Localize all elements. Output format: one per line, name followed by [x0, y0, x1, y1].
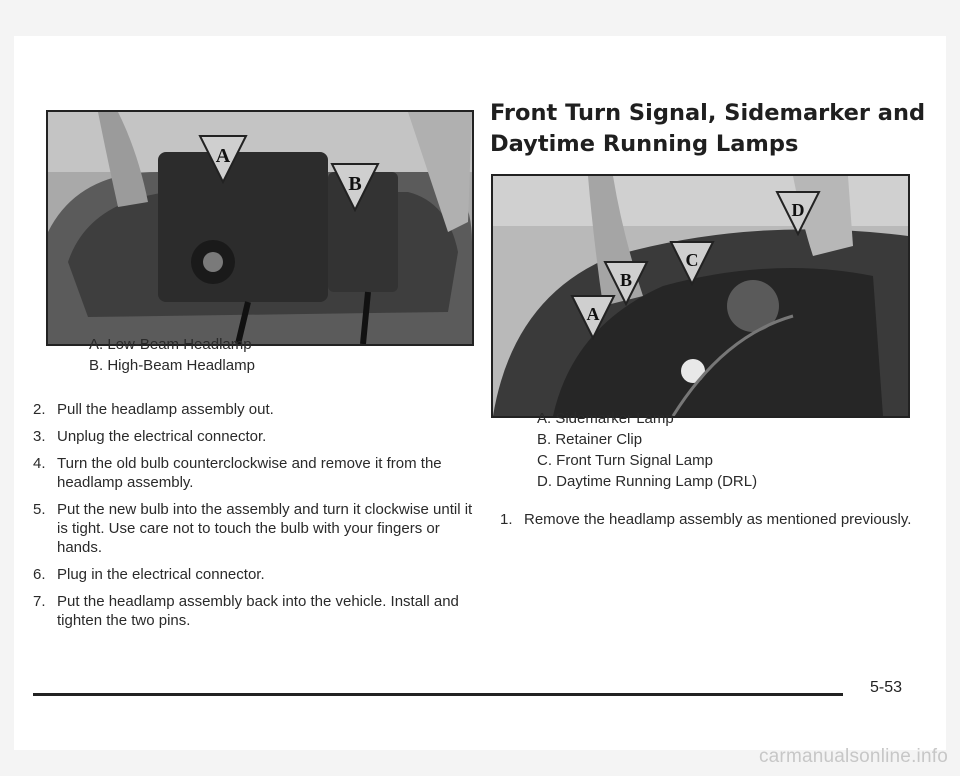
headlamp-assembly-photo — [46, 110, 474, 346]
turn-signal-lamp-photo — [491, 174, 910, 418]
step-item: 6. Plug in the electrical connector. — [33, 566, 265, 583]
legend-item: C. Front Turn Signal Lamp — [537, 452, 713, 469]
legend-item: A. Low-Beam Headlamp — [89, 336, 252, 353]
callout-c-badge-right — [669, 240, 715, 286]
callout-b-letter-right: B — [619, 270, 633, 290]
legend-item: A. Sidemarker Lamp — [537, 410, 674, 427]
step-item: 4. Turn the old bulb counterclockwise and remove it from the headlamp assembly. — [33, 455, 442, 491]
step-item: 5. Put the new bulb into the assembly and turn it clockwise until it is tight. Use care not to touch the bulb with your fingers or hands. — [33, 501, 473, 556]
legend-item: D. Daytime Running Lamp (DRL) — [537, 473, 758, 490]
left-figure-legend — [89, 334, 255, 376]
step-item: 7. Put the headlamp assembly back into the vehicle. Install and tighten the two pins. — [33, 593, 459, 629]
right-figure-legend — [537, 408, 757, 492]
legend-item: B. Retainer Clip — [537, 431, 643, 448]
step-item: 1. Remove the headlamp assembly as mentioned previously. — [500, 511, 912, 528]
section-heading: Front Turn Signal, Sidemarker and Daytime Running Lamps — [490, 100, 926, 157]
legend-item: B. High-Beam Headlamp — [89, 357, 255, 374]
callout-b-badge-right — [603, 260, 649, 306]
step-item: 3. Unplug the electrical connector. — [33, 428, 267, 445]
callout-c-letter-right: C — [685, 250, 699, 270]
callout-a-letter-right: A — [586, 304, 600, 324]
page-number: 5-53 — [870, 679, 903, 696]
callout-d-letter-right: D — [791, 200, 805, 220]
right-steps-list — [500, 510, 920, 537]
site-watermark: carmanualsonline.info — [758, 746, 948, 767]
manual-page — [14, 36, 946, 750]
left-steps-list — [33, 400, 473, 638]
callout-a-badge — [198, 134, 248, 184]
callout-d-badge-right — [775, 190, 821, 236]
footer-rule — [33, 693, 843, 696]
callout-b-letter: B — [348, 173, 362, 195]
callout-b-badge — [330, 162, 380, 212]
step-item: 2. Pull the headlamp assembly out. — [33, 401, 274, 418]
callout-a-letter: A — [215, 145, 231, 167]
